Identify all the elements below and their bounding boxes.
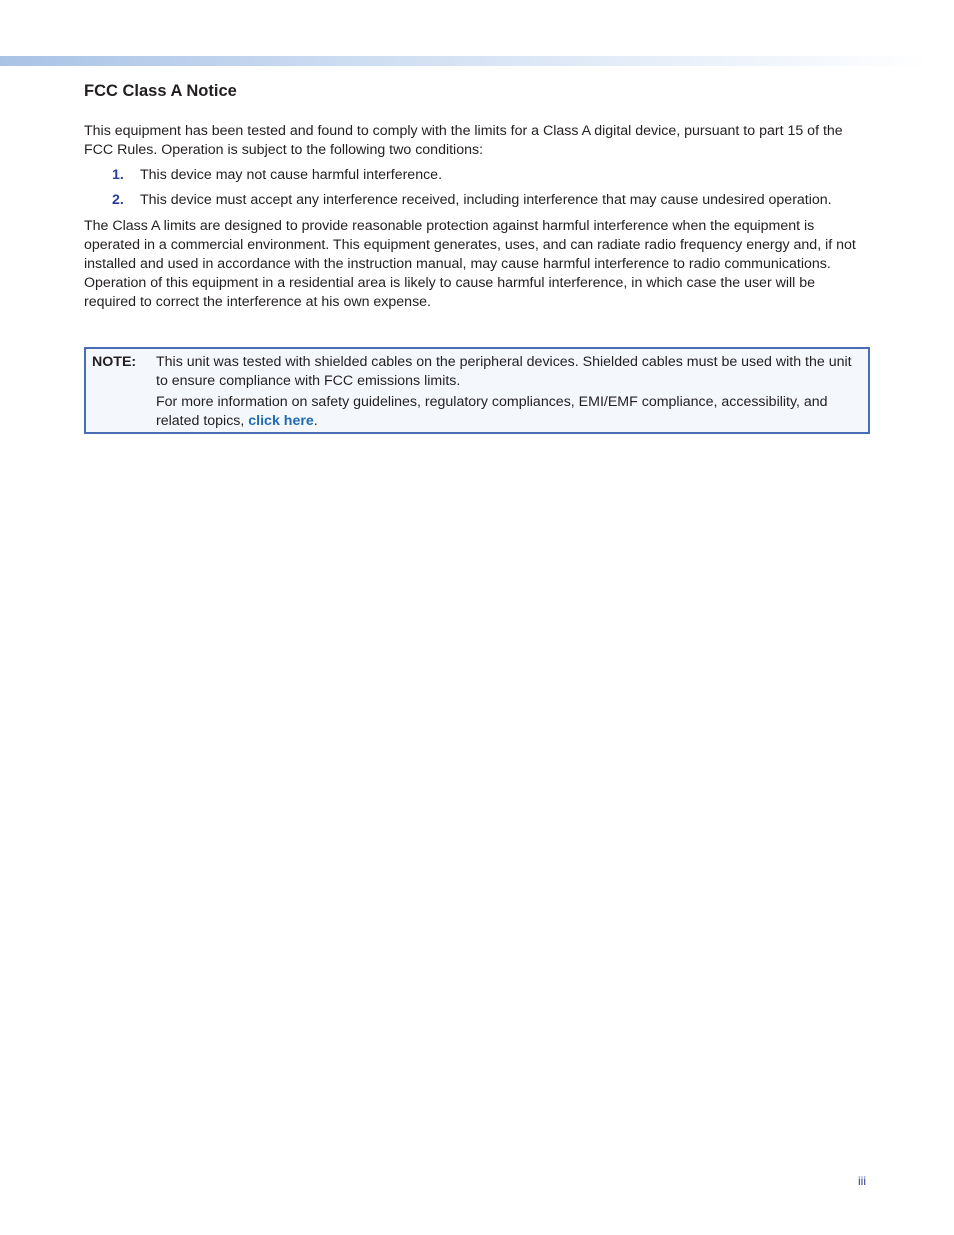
- header-gradient-band: [0, 56, 930, 66]
- fcc-notice-section: [84, 80, 870, 312]
- note-line-shielded-cables: This unit was tested with shielded cables on the peripheral devices. Shielded cables must be used with the unit to ensure compliance with FCC emissions limits.: [156, 354, 852, 389]
- page-number: iii: [858, 1174, 866, 1188]
- intro-paragraph: This equipment has been tested and found to comply with the limits for a Class A digital device, pursuant to part 15 of the FCC Rules. Operation is subject to the following two conditions:: [84, 123, 843, 158]
- click-here-link[interactable]: click here: [248, 413, 314, 429]
- list-item-text: This device must accept any interference received, including interference that may cause undesired operation.: [140, 192, 832, 208]
- note-line-more-info: [156, 393, 860, 431]
- list-item-number: 1.: [112, 167, 124, 183]
- list-item-number: 2.: [112, 192, 124, 208]
- note-box: [84, 347, 870, 434]
- limits-paragraph: The Class A limits are designed to provide reasonable protection against harmful interference when the equipment is operated in a commercial environment. This equipment generates, uses, and can radiate radio frequency energy and, if not installed and used in accordance with the instruction manual, may cause harmful interference to radio communications. Operation of this equipment in a residential area is likely to cause harmful interference, in which case the user will be required to correct the interference at his own expense.: [84, 218, 856, 310]
- note-line-prefix: For more information on safety guidelines, regulatory compliances, EMI/EMF compliance, accessibility, and related topics,: [156, 394, 828, 429]
- list-item-text: This device may not cause harmful interference.: [140, 167, 443, 183]
- note-line-suffix: .: [313, 413, 318, 429]
- list-item: [84, 191, 870, 210]
- section-heading: FCC Class A Notice: [84, 82, 237, 100]
- conditions-list: [84, 166, 870, 210]
- note-label: NOTE:: [92, 354, 137, 370]
- note-body: [156, 353, 860, 432]
- list-item: [84, 166, 870, 185]
